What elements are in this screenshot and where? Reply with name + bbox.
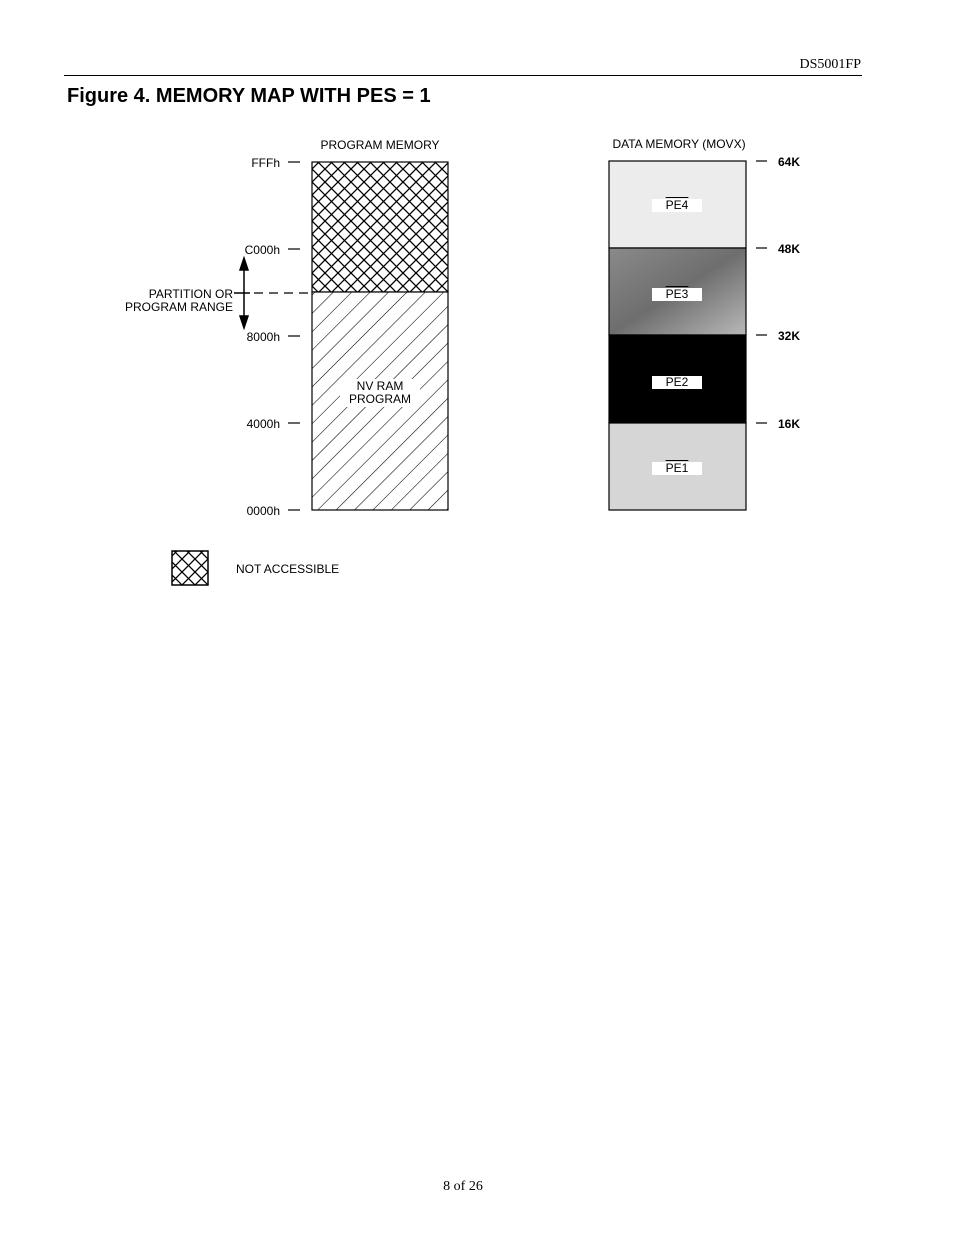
nv-ram-program-label: [340, 379, 420, 407]
address-label-8000h: 8000h: [246, 330, 280, 344]
program-memory-column: [312, 162, 448, 510]
document-id: DS5001FP: [799, 57, 861, 72]
address-label-0000h: 0000h: [246, 504, 280, 518]
pe4-label-text: PE4: [665, 198, 689, 212]
nv-label-line1: NV RAM: [356, 379, 404, 393]
page-number: 8 of 26: [443, 1179, 483, 1194]
partition-label-line2: PROGRAM RANGE: [124, 300, 233, 314]
data-memory-heading: DATA MEMORY (MOVX): [612, 137, 746, 151]
program-memory-heading: PROGRAM MEMORY: [320, 138, 440, 152]
nv-label-line2: PROGRAM: [348, 392, 411, 406]
not-accessible-region: [312, 162, 448, 292]
legend-label: NOT ACCESSIBLE: [236, 562, 340, 576]
pe1-label: [652, 462, 702, 475]
pe3-label-text: PE3: [665, 287, 689, 301]
pe4-label: [652, 199, 702, 212]
size-label-64k: 64K: [778, 155, 801, 169]
size-label-48k: 48K: [778, 242, 801, 256]
legend-swatch: [172, 551, 208, 585]
address-label-c000h: C000h: [244, 243, 280, 257]
pe3-label: [652, 288, 702, 301]
pe1-label-text: PE1: [665, 461, 689, 475]
partition-label-line1: PARTITION OR: [148, 287, 233, 301]
size-label-16k: 16K: [778, 417, 801, 431]
address-label-4000h: 4000h: [246, 417, 280, 431]
data-size-ticks: [756, 161, 767, 423]
address-label-fffh: FFFh: [251, 156, 280, 170]
program-address-ticks: [288, 162, 300, 510]
figure-title: Figure 4. MEMORY MAP WITH PES = 1: [67, 85, 431, 107]
size-label-32k: 32K: [778, 329, 801, 343]
partition-arrow: [234, 258, 250, 328]
pe2-label: [652, 376, 702, 389]
data-memory-column: [609, 161, 746, 510]
pe2-label-text: PE2: [665, 375, 689, 389]
